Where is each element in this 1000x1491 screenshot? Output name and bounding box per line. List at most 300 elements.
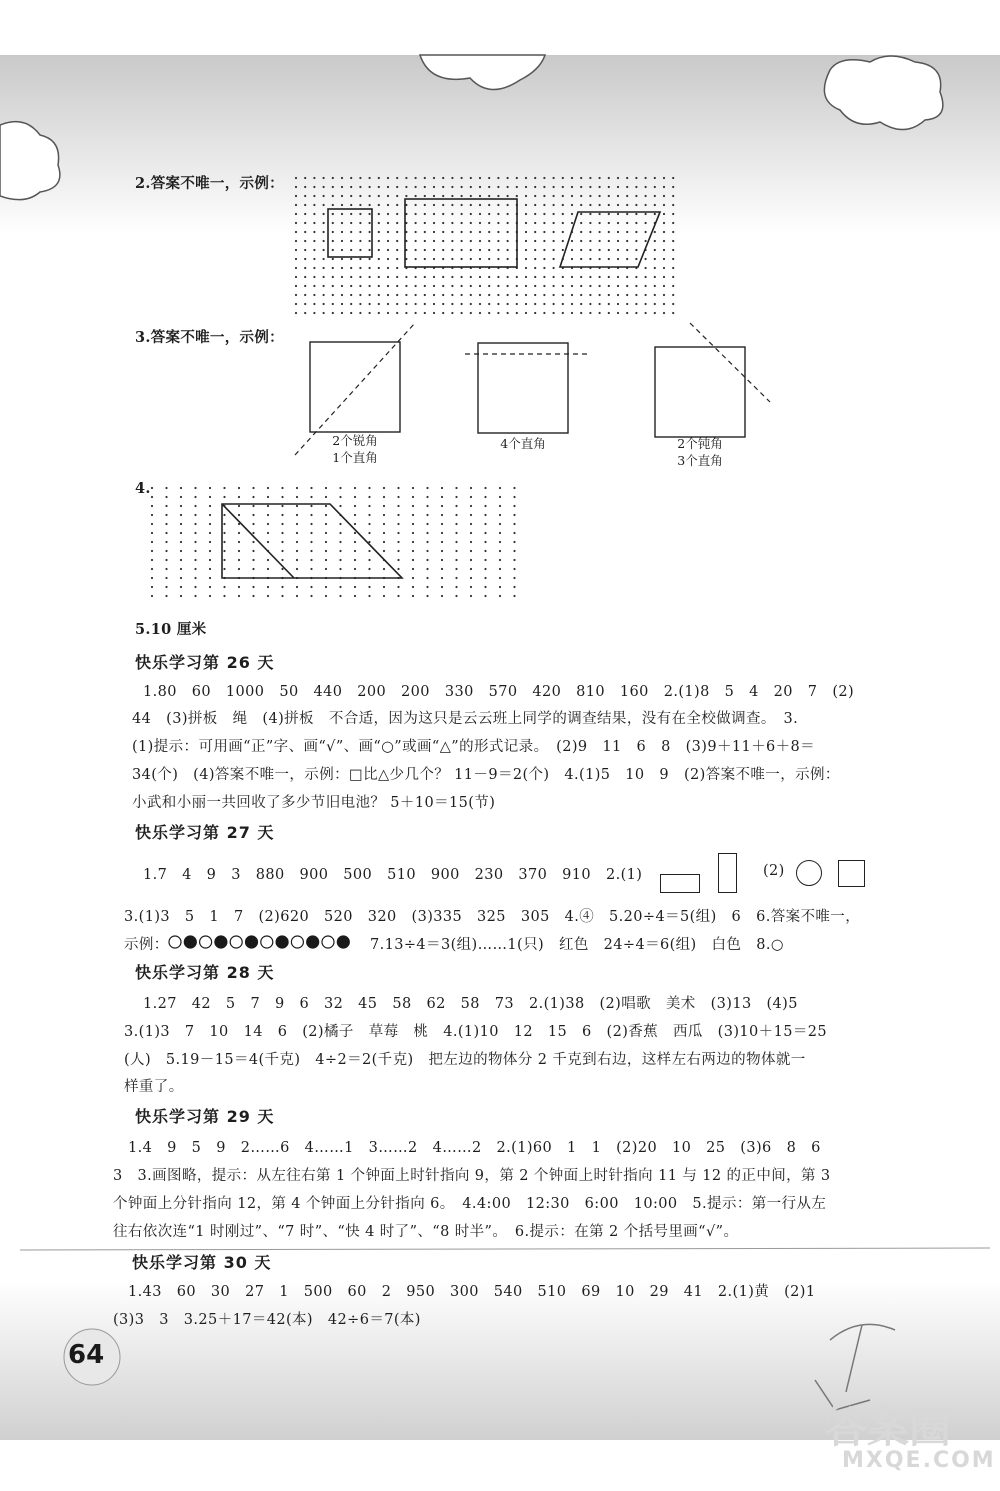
grid-dot bbox=[608, 186, 610, 188]
grid-dot bbox=[296, 568, 298, 570]
grid-dot bbox=[589, 186, 591, 188]
grid-dot bbox=[397, 541, 399, 543]
grid-dot bbox=[635, 177, 637, 179]
grid-dot bbox=[672, 186, 674, 188]
grid-dot bbox=[209, 523, 211, 525]
grid-dot bbox=[368, 505, 370, 507]
grid-dot bbox=[359, 195, 361, 197]
grid-dot bbox=[209, 505, 211, 507]
grid-dot bbox=[412, 550, 414, 552]
grid-dot bbox=[396, 213, 398, 215]
grid-dot bbox=[507, 240, 509, 242]
white-bead bbox=[261, 936, 273, 948]
grid-dot bbox=[484, 505, 486, 507]
grid-dot bbox=[479, 186, 481, 188]
grid-dot bbox=[209, 541, 211, 543]
grid-dot bbox=[350, 177, 352, 179]
q4-dot-grid-figure bbox=[140, 480, 540, 600]
grid-dot bbox=[571, 276, 573, 278]
grid-dot bbox=[267, 586, 269, 588]
grid-dot bbox=[369, 231, 371, 233]
grid-dot bbox=[180, 559, 182, 561]
grid-dot bbox=[151, 568, 153, 570]
grid-dot bbox=[589, 177, 591, 179]
grid-dot bbox=[304, 258, 306, 260]
grid-dot bbox=[507, 312, 509, 314]
grid-dot bbox=[635, 222, 637, 224]
grid-dot bbox=[296, 514, 298, 516]
grid-dot bbox=[497, 240, 499, 242]
grid-dot bbox=[383, 550, 385, 552]
grid-dot bbox=[295, 195, 297, 197]
grid-dot bbox=[580, 294, 582, 296]
grid-dot bbox=[405, 312, 407, 314]
grid-dot bbox=[433, 213, 435, 215]
grid-dot bbox=[310, 568, 312, 570]
grid-dot bbox=[470, 249, 472, 251]
grid-dot bbox=[252, 595, 254, 597]
grid-dot bbox=[412, 514, 414, 516]
grid-dot bbox=[313, 294, 315, 296]
grid-dot bbox=[341, 249, 343, 251]
grid-dot bbox=[488, 240, 490, 242]
grid-dot bbox=[663, 303, 665, 305]
grid-dot bbox=[534, 240, 536, 242]
grid-dot bbox=[484, 586, 486, 588]
grid-dot bbox=[571, 312, 573, 314]
grid-dot bbox=[608, 231, 610, 233]
grid-dot bbox=[415, 204, 417, 206]
grid-dot bbox=[378, 240, 380, 242]
grid-dot bbox=[451, 186, 453, 188]
grid-dot bbox=[350, 240, 352, 242]
grid-dot bbox=[424, 312, 426, 314]
grid-dot bbox=[499, 595, 501, 597]
grid-dot bbox=[663, 312, 665, 314]
grid-dot bbox=[488, 249, 490, 251]
grid-dot bbox=[534, 303, 536, 305]
grid-dot bbox=[479, 249, 481, 251]
q5-answer: 5.10 厘米 bbox=[135, 621, 207, 638]
grid-dot bbox=[387, 285, 389, 287]
grid-dot bbox=[599, 231, 601, 233]
grid-dot bbox=[238, 514, 240, 516]
grid-dot bbox=[433, 195, 435, 197]
grid-dot bbox=[525, 267, 527, 269]
grid-dot bbox=[442, 222, 444, 224]
grid-dot bbox=[635, 204, 637, 206]
grid-dot bbox=[497, 249, 499, 251]
grid-dot bbox=[209, 487, 211, 489]
grid-dot bbox=[654, 294, 656, 296]
grid-dot bbox=[543, 249, 545, 251]
grid-dot bbox=[412, 487, 414, 489]
grid-dot bbox=[332, 303, 334, 305]
grid-dot bbox=[378, 222, 380, 224]
grid-dot bbox=[599, 195, 601, 197]
grid-dot bbox=[441, 559, 443, 561]
grid-dot bbox=[488, 294, 490, 296]
grid-dot bbox=[553, 285, 555, 287]
grid-dot bbox=[354, 496, 356, 498]
grid-dot bbox=[635, 249, 637, 251]
grid-dot bbox=[525, 312, 527, 314]
white-bead bbox=[169, 936, 181, 948]
grid-dot bbox=[589, 249, 591, 251]
day27-line-1b: (2) bbox=[763, 863, 785, 879]
grid-dot bbox=[194, 505, 196, 507]
grid-dot bbox=[470, 586, 472, 588]
grid-dot bbox=[354, 550, 356, 552]
grid-dot bbox=[672, 195, 674, 197]
grid-dot bbox=[295, 222, 297, 224]
grid-dot bbox=[497, 303, 499, 305]
grid-dot bbox=[310, 532, 312, 534]
grid-dot bbox=[589, 222, 591, 224]
grid-dot bbox=[339, 541, 341, 543]
grid-dot bbox=[405, 303, 407, 305]
grid-dot bbox=[397, 487, 399, 489]
grid-dot bbox=[368, 595, 370, 597]
grid-dot bbox=[543, 195, 545, 197]
grid-dot bbox=[332, 267, 334, 269]
grid-dot bbox=[599, 258, 601, 260]
grid-dot bbox=[339, 586, 341, 588]
grid-dot bbox=[455, 559, 457, 561]
grid-dot bbox=[223, 487, 225, 489]
grid-dot bbox=[223, 595, 225, 597]
grid-dot bbox=[341, 258, 343, 260]
day27-title: 快乐学习第 27 天 bbox=[135, 823, 275, 842]
grid-dot bbox=[339, 505, 341, 507]
grid-dot bbox=[368, 487, 370, 489]
grid-dot bbox=[635, 231, 637, 233]
grid-dot bbox=[424, 231, 426, 233]
grid-dot bbox=[252, 532, 254, 534]
grid-dot bbox=[397, 559, 399, 561]
grid-dot bbox=[516, 195, 518, 197]
grid-dot bbox=[180, 541, 182, 543]
grid-dot bbox=[654, 204, 656, 206]
grid-dot bbox=[151, 496, 153, 498]
grid-dot bbox=[455, 523, 457, 525]
grid-dot bbox=[323, 276, 325, 278]
grid-dot bbox=[310, 505, 312, 507]
grid-dot bbox=[359, 303, 361, 305]
grid-dot bbox=[397, 586, 399, 588]
grid-dot bbox=[470, 258, 472, 260]
grid-dot bbox=[397, 505, 399, 507]
grid-dot bbox=[617, 231, 619, 233]
grid-dot bbox=[470, 294, 472, 296]
grid-dot bbox=[296, 595, 298, 597]
grid-dot bbox=[378, 186, 380, 188]
grid-dot bbox=[451, 213, 453, 215]
grid-dot bbox=[415, 177, 417, 179]
grid-dot bbox=[238, 595, 240, 597]
white-bead bbox=[322, 936, 334, 948]
grid-dot bbox=[397, 595, 399, 597]
grid-dot bbox=[194, 559, 196, 561]
grid-dot bbox=[562, 204, 564, 206]
grid-dot bbox=[223, 514, 225, 516]
black-bead bbox=[246, 936, 258, 948]
grid-dot bbox=[412, 577, 414, 579]
grid-dot bbox=[415, 294, 417, 296]
grid-dot bbox=[339, 523, 341, 525]
grid-dot bbox=[635, 213, 637, 215]
grid-dot bbox=[378, 285, 380, 287]
grid-dot bbox=[479, 240, 481, 242]
day30-line-2: (3)3 3 3.25＋17＝42(本) 42÷6＝7(本) bbox=[113, 1312, 421, 1328]
day27-line-1: 1.7 4 9 3 880 900 500 510 900 230 370 910 2.(1) bbox=[143, 867, 643, 883]
grid-dot bbox=[325, 559, 327, 561]
grid-dot bbox=[441, 541, 443, 543]
grid-dot bbox=[369, 303, 371, 305]
grid-dot bbox=[304, 204, 306, 206]
grid-dot bbox=[663, 204, 665, 206]
grid-dot bbox=[332, 213, 334, 215]
grid-dot bbox=[238, 496, 240, 498]
grid-dot bbox=[295, 276, 297, 278]
grid-dot bbox=[626, 303, 628, 305]
grid-dot bbox=[580, 312, 582, 314]
grid-dot bbox=[359, 204, 361, 206]
grid-dot bbox=[323, 213, 325, 215]
grid-dot bbox=[562, 195, 564, 197]
grid-dot bbox=[562, 285, 564, 287]
grid-dot bbox=[378, 231, 380, 233]
grid-dot bbox=[479, 177, 481, 179]
grid-dot bbox=[325, 514, 327, 516]
grid-dot bbox=[295, 204, 297, 206]
grid-dot bbox=[525, 303, 527, 305]
grid-dot bbox=[383, 523, 385, 525]
grid-dot bbox=[626, 177, 628, 179]
grid-dot bbox=[553, 294, 555, 296]
grid-dot bbox=[461, 258, 463, 260]
grid-dot bbox=[543, 258, 545, 260]
grid-dot bbox=[313, 276, 315, 278]
grid-dot bbox=[441, 568, 443, 570]
grid-dot bbox=[571, 195, 573, 197]
grid-dot bbox=[396, 204, 398, 206]
grid-dot bbox=[571, 285, 573, 287]
grid-dot bbox=[571, 177, 573, 179]
grid-dot bbox=[470, 231, 472, 233]
grid-dot bbox=[562, 276, 564, 278]
grid-dot bbox=[461, 231, 463, 233]
grid-dot bbox=[387, 258, 389, 260]
grid-dot bbox=[451, 285, 453, 287]
grid-dot bbox=[663, 285, 665, 287]
grid-dot bbox=[396, 303, 398, 305]
grid-dot bbox=[396, 231, 398, 233]
grid-dot bbox=[267, 514, 269, 516]
grid-dot bbox=[313, 249, 315, 251]
grid-dot bbox=[281, 514, 283, 516]
grid-dot bbox=[194, 550, 196, 552]
grid-dot bbox=[396, 285, 398, 287]
grid-dot bbox=[513, 496, 515, 498]
grid-dot bbox=[223, 586, 225, 588]
grid-dot bbox=[424, 195, 426, 197]
grid-dot bbox=[451, 303, 453, 305]
grid-dot bbox=[295, 312, 297, 314]
grid-dot bbox=[165, 523, 167, 525]
day27-line-2: 3.(1)3 5 1 7 (2)620 520 320 (3)335 325 305 4.④ 5.20÷4＝5(组) 6 6.答案不唯一， bbox=[124, 909, 861, 925]
grid-dot bbox=[580, 231, 582, 233]
grid-dot bbox=[252, 496, 254, 498]
grid-dot bbox=[479, 294, 481, 296]
grid-dot bbox=[479, 312, 481, 314]
grid-dot bbox=[562, 222, 564, 224]
grid-dot bbox=[513, 550, 515, 552]
grid-dot bbox=[617, 222, 619, 224]
grid-dot bbox=[645, 267, 647, 269]
grid-dot bbox=[433, 285, 435, 287]
grid-dot bbox=[442, 294, 444, 296]
black-bead bbox=[337, 936, 349, 948]
grid-dot bbox=[608, 204, 610, 206]
grid-dot bbox=[281, 541, 283, 543]
grid-dot bbox=[617, 294, 619, 296]
grid-dot bbox=[617, 195, 619, 197]
grid-dot bbox=[180, 487, 182, 489]
grid-dot bbox=[672, 177, 674, 179]
grid-dot bbox=[424, 276, 426, 278]
grid-dot bbox=[341, 303, 343, 305]
grid-dot bbox=[339, 550, 341, 552]
grid-dot bbox=[238, 586, 240, 588]
grid-dot bbox=[441, 550, 443, 552]
grid-dot bbox=[645, 213, 647, 215]
grid-dot bbox=[180, 595, 182, 597]
grid-dot bbox=[295, 267, 297, 269]
grid-dot bbox=[654, 231, 656, 233]
grid-dot bbox=[507, 222, 509, 224]
grid-dot bbox=[151, 559, 153, 561]
grid-dot bbox=[513, 559, 515, 561]
grid-dot bbox=[654, 276, 656, 278]
grid-dot bbox=[433, 258, 435, 260]
grid-dot bbox=[543, 204, 545, 206]
grid-dot bbox=[194, 532, 196, 534]
grid-dot bbox=[354, 541, 356, 543]
grid-dot bbox=[304, 222, 306, 224]
grid-dot bbox=[599, 303, 601, 305]
grid-dot bbox=[442, 231, 444, 233]
grid-dot bbox=[470, 312, 472, 314]
grid-dot bbox=[151, 550, 153, 552]
grid-dot bbox=[323, 303, 325, 305]
grid-dot bbox=[608, 177, 610, 179]
grid-dot bbox=[252, 487, 254, 489]
grid-dot bbox=[350, 213, 352, 215]
grid-dot bbox=[209, 532, 211, 534]
grid-dot bbox=[313, 240, 315, 242]
grid-dot bbox=[295, 240, 297, 242]
grid-dot bbox=[369, 249, 371, 251]
grid-dot bbox=[672, 258, 674, 260]
grid-dot bbox=[553, 312, 555, 314]
day27-line-3a: 示例： bbox=[124, 937, 169, 953]
black-bead bbox=[215, 936, 227, 948]
grid-dot bbox=[194, 496, 196, 498]
grid-dot bbox=[339, 595, 341, 597]
grid-dot bbox=[499, 586, 501, 588]
grid-dot bbox=[397, 550, 399, 552]
grid-dot bbox=[608, 195, 610, 197]
grid-dot bbox=[281, 550, 283, 552]
grid-dot bbox=[415, 213, 417, 215]
grid-dot bbox=[354, 523, 356, 525]
grid-dot bbox=[672, 204, 674, 206]
day27-shape-square bbox=[838, 860, 865, 887]
grid-dot bbox=[359, 312, 361, 314]
grid-dot bbox=[608, 285, 610, 287]
grid-dot bbox=[507, 213, 509, 215]
grid-dot bbox=[484, 550, 486, 552]
grid-dot bbox=[497, 222, 499, 224]
grid-dot bbox=[433, 222, 435, 224]
grid-dot bbox=[543, 231, 545, 233]
grid-dot bbox=[442, 249, 444, 251]
grid-dot bbox=[442, 276, 444, 278]
grid-dot bbox=[313, 195, 315, 197]
grid-dot bbox=[194, 514, 196, 516]
grid-dot bbox=[165, 586, 167, 588]
grid-dot bbox=[396, 186, 398, 188]
grid-dot bbox=[387, 186, 389, 188]
grid-dot bbox=[663, 231, 665, 233]
grid-dot bbox=[323, 204, 325, 206]
grid-dot bbox=[426, 541, 428, 543]
grid-dot bbox=[484, 523, 486, 525]
grid-dot bbox=[470, 514, 472, 516]
grid-dot bbox=[645, 258, 647, 260]
grid-dot bbox=[626, 312, 628, 314]
grid-dot bbox=[663, 177, 665, 179]
grid-dot bbox=[507, 285, 509, 287]
grid-dot bbox=[580, 285, 582, 287]
grid-dot bbox=[387, 303, 389, 305]
q2-label: 2.答案不唯一，示例： bbox=[135, 175, 284, 192]
grid-dot bbox=[470, 186, 472, 188]
grid-dot bbox=[310, 496, 312, 498]
grid-dot bbox=[654, 285, 656, 287]
grid-dot bbox=[499, 487, 501, 489]
grid-dot bbox=[165, 577, 167, 579]
grid-dot bbox=[350, 276, 352, 278]
grid-dot bbox=[672, 213, 674, 215]
grid-dot bbox=[441, 586, 443, 588]
grid-dot bbox=[507, 177, 509, 179]
grid-dot bbox=[497, 294, 499, 296]
q3-caption-1: 2个锐角 1个直角 bbox=[332, 433, 378, 465]
grid-dot bbox=[580, 276, 582, 278]
grid-dot bbox=[151, 577, 153, 579]
grid-dot bbox=[589, 258, 591, 260]
grid-dot bbox=[313, 258, 315, 260]
grid-dot bbox=[507, 249, 509, 251]
grid-dot bbox=[543, 303, 545, 305]
grid-dot bbox=[415, 195, 417, 197]
grid-dot bbox=[663, 267, 665, 269]
grid-dot bbox=[424, 186, 426, 188]
grid-dot bbox=[455, 514, 457, 516]
grid-dot bbox=[497, 213, 499, 215]
